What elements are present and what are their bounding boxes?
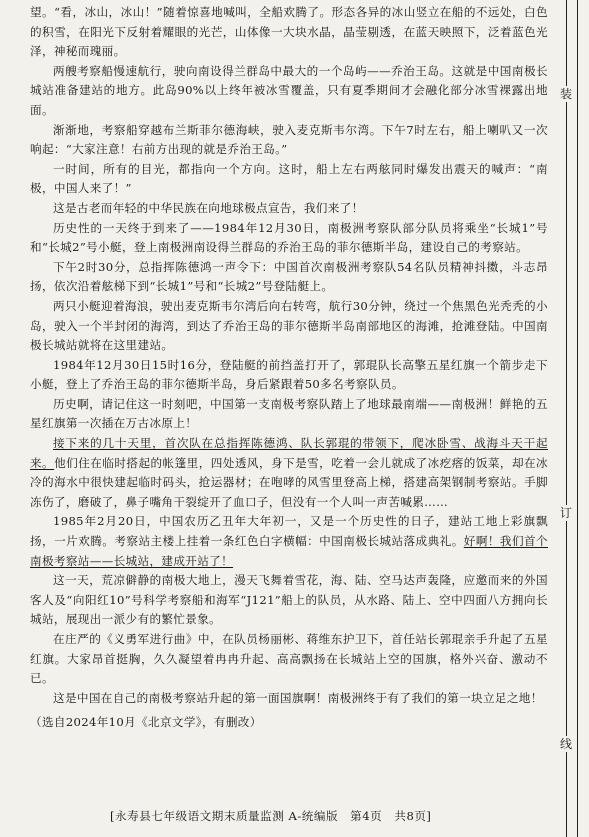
paragraph: 这是中国在自己的南极考察站升起的第一面国旗啊！南极洲终于有了我们的第一块立足之地！ xyxy=(53,690,543,705)
paragraph: 1984年12月30日15时16分，登陆艇的前挡盖打开了，郭琨队长高擎五星红旗一个箭步走下小艇，登上了乔治王岛的菲尔德斯半岛，身后紧跟着50多名考察队员。 xyxy=(30,357,548,392)
paragraph: 渐渐地，考察船穿越布兰斯菲尔德海峡，驶入麦克斯韦尔湾。下午7时左右，船上喇叭又一次响起：“大家注意！右前方出现的就是乔治王岛。” xyxy=(30,122,548,157)
paragraph: 历史啊，请记住这一时刻吧，中国第一支南极考察队踏上了地球最南端——南极洲！鲜艳的五星红旗第一次插在万古冰原上！ xyxy=(30,396,548,431)
paragraph-text: 1985年2月20日，中国农历乙丑年大年初一，又是一个历史性的日子，建站工地上彩旗飘扬，一片欢腾。考察站主楼上挂着一条红色白字横幅：中国南极长城站落成典礼。 xyxy=(30,514,548,549)
paragraph: 一时间，所有的目光，都指向一个方向。这时，船上左右两舷同时爆发出震天的喊声：“南极，中国人来了！” xyxy=(30,161,548,196)
paragraph: 两只小艇迎着海浪，驶出麦克斯韦尔湾后向右转弯，航行30分钟，绕过一个焦黑色光秃秃的小岛，驶入一个半封闭的海湾，到达了乔治王岛的菲尔德斯半岛南部地区的海滩，抢滩登陆。中国南极长城站就将在这里建站。 xyxy=(30,298,548,353)
binding-line xyxy=(566,0,567,837)
paragraph: 两艘考察船慢速航行，驶向南设得兰群岛中最大的一个岛屿——乔治王岛。这就是中国南极长城站准备建站的地方。此岛90%以上终年被冰雪覆盖，只有夏季期间才会融化部分冰雪裸露出地面。 xyxy=(30,63,548,117)
source-citation: （选自2024年10月《北京文学》，有删改） xyxy=(30,715,262,730)
paragraph: 下午2时30分，总指挥陈德鸿一声令下：中国首次南极洲考察队54名队员精神抖擞，斗志昂扬，依次沿着舷梯下到“长城1”号和“长城2”号登陆艇上。 xyxy=(30,259,548,294)
underlined-sentence: 好啊！我们首个南极考察站——长城站，建成开站了！ xyxy=(30,534,549,568)
page-footer: [永寿县七年级语文期末质量监测 A-统编版 第4页 共8页] xyxy=(110,809,432,823)
paragraph: 这是古老而年轻的中华民族在向地球极点宣告，我们来了！ xyxy=(53,200,364,215)
binding-label-zhuang: 装 xyxy=(559,87,572,101)
paragraph: 这一天，荒凉僻静的南极大地上，漫天飞舞着雪花，海、陆、空马达声轰隆，应邀而来的外国客人及“向阳红10”号科学考察船和海军“J121”船上的队员，从水路、陆上、空中四面八方拥向长城站，展现出一派少有的繁忙景象。 xyxy=(30,573,548,627)
article-body xyxy=(30,3,548,733)
paragraph: 历史性的一天终于到来了——1984年12月30日，南极洲考察队部分队员将乘坐“长城1”号和“长城2”号小艇，登上南极洲南设得兰群岛的乔治王岛的菲尔德斯半岛，建设自己的考察站。 xyxy=(30,220,548,255)
paragraph-text: 他们住在临时搭起的帐篷里，四处透风，身下是雪，吃着一会儿就成了冰疙瘩的饭菜，却在冰冷的海水中很快建起临时码头，抢运器材；在咆哮的风雪里登高上梯，搭建高架钢制考察站。手脚冻伤了，磨破了，鼻子嘴角干裂绽开了血口子，但没有一个人叫一声苦喊累…… xyxy=(30,455,549,509)
paragraph-underlined-opening xyxy=(30,434,548,512)
paragraph-flag-ceremony xyxy=(30,512,548,571)
binding-line xyxy=(577,0,578,837)
binding-label-xian: 线 xyxy=(559,737,572,751)
binding-label-ding: 订 xyxy=(559,506,572,520)
underlined-sentence: 接下来的几十天里，首次队在总指挥陈德鸿、队长郭琨的带领下，爬冰卧雪、战海斗天干起来。 xyxy=(30,436,548,470)
paragraph: 望。“看，冰山，冰山！”随着惊喜地喊叫，全船欢腾了。形态各异的冰山竖立在船的不远处，白色的积雪，在阳光下反射着耀眼的光芒，山体像一大块水晶，晶莹剔透，在蓝天映照下，泛着蓝色光泽，神秘而瑰丽。 xyxy=(30,5,548,59)
paragraph: 在庄严的《义勇军进行曲》中，在队员杨丽彬、蒋维东护卫下，首任站长郭琨亲手升起了五星红旗。大家昂首挺胸，久久凝望着冉冉升起、高高飘扬在长城站上空的国旗，格外兴奋、激动不已。 xyxy=(30,632,548,686)
